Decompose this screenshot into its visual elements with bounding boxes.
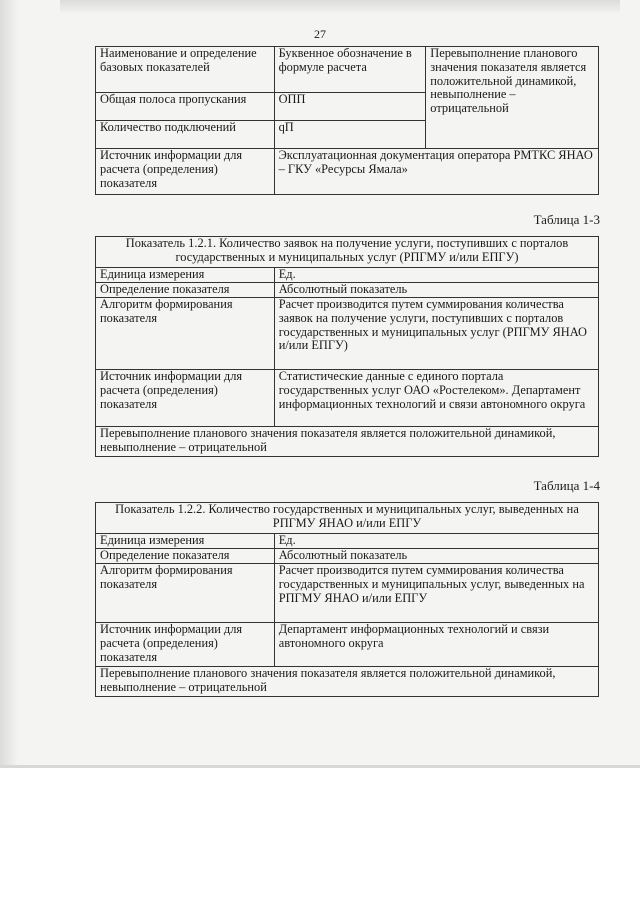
row-value: Статистические данные с единого портала государственных услуг ОАО «Ростелеком». Департамент информационных технологий и связи автономного округа <box>274 370 598 427</box>
table-row <box>96 427 599 457</box>
table-caption: Таблица 1-4 <box>533 478 600 493</box>
table-row <box>96 298 599 370</box>
scan-shadow-top <box>60 0 620 14</box>
row-label: Определение показателя <box>96 549 275 564</box>
table-footer: Перевыполнение планового значения показателя является положительной динамикой, невыполнение – отрицательной <box>96 667 599 697</box>
source-value: Эксплуатационная документация оператора РМТКС ЯНАО – ГКУ «Ресурсы Ямала» <box>274 149 598 195</box>
row-label: Источник информации для расчета (определения) показателя <box>96 370 275 427</box>
table-row <box>96 534 599 549</box>
scan-edge <box>0 765 640 768</box>
row-label: Единица измерения <box>96 534 275 549</box>
row-value: Расчет производится путем суммирования количества государственных и муниципальных услуг, выведенных на РПГМУ ЯНАО и/или ЕПГУ <box>274 564 598 623</box>
row-value: Ед. <box>274 534 598 549</box>
row-value: Абсолютный показатель <box>274 283 598 298</box>
row-label: Источник информации для расчета (определения) показателя <box>96 623 275 667</box>
table-row <box>96 47 599 93</box>
row-value: Департамент информационных технологий и связи автономного округа <box>274 623 598 667</box>
note-cell: Перевыполнение планового значения показателя является положительной динамикой, невыполнение – отрицательной <box>426 47 599 149</box>
table-caption: Таблица 1-3 <box>533 212 600 227</box>
table-title: Показатель 1.2.2. Количество государственных и муниципальных услуг, выведенных на РПГМУ ЯНАО и/или ЕПГУ <box>96 503 599 534</box>
row-name: Общая полоса пропускания <box>96 93 275 121</box>
table-title: Показатель 1.2.1. Количество заявок на получение услуги, поступивших с порталов государственных и муниципальных услуг (РПГМУ и/или ЕПГУ) <box>96 237 599 268</box>
row-value: Ед. <box>274 268 598 283</box>
source-label: Источник информации для расчета (определения) показателя <box>96 149 275 195</box>
table-1-4 <box>95 502 599 697</box>
scan-shadow-left <box>0 0 18 765</box>
table-row <box>96 268 599 283</box>
page-number: 27 <box>314 27 326 41</box>
row-label: Определение показателя <box>96 283 275 298</box>
table-row <box>96 623 599 667</box>
table-footer: Перевыполнение планового значения показателя является положительной динамикой, невыполнение – отрицательной <box>96 427 599 457</box>
table-row <box>96 667 599 697</box>
row-label: Алгоритм формирования показателя <box>96 298 275 370</box>
row-label: Единица измерения <box>96 268 275 283</box>
row-value: Расчет производится путем суммирования количества заявок на получение услуги, поступивших с порталов государственных и муниципальных услуг (РПГМУ ЯНАО и/или ЕПГУ) <box>274 298 598 370</box>
table-row <box>96 549 599 564</box>
table-row <box>96 283 599 298</box>
row-symbol: qП <box>274 121 426 149</box>
row-label: Алгоритм формирования показателя <box>96 564 275 623</box>
row-symbol: Буквенное обозначение в формуле расчета <box>274 47 426 93</box>
row-name: Количество подключений <box>96 121 275 149</box>
table-row <box>96 237 599 268</box>
table-row <box>96 149 599 195</box>
row-symbol: ОПП <box>274 93 426 121</box>
table-row <box>96 564 599 623</box>
table-1-3 <box>95 236 599 457</box>
table-row <box>96 370 599 427</box>
row-name: Наименование и определение базовых показателей <box>96 47 275 93</box>
table-continuation <box>95 46 599 195</box>
table-row <box>96 503 599 534</box>
row-value: Абсолютный показатель <box>274 549 598 564</box>
